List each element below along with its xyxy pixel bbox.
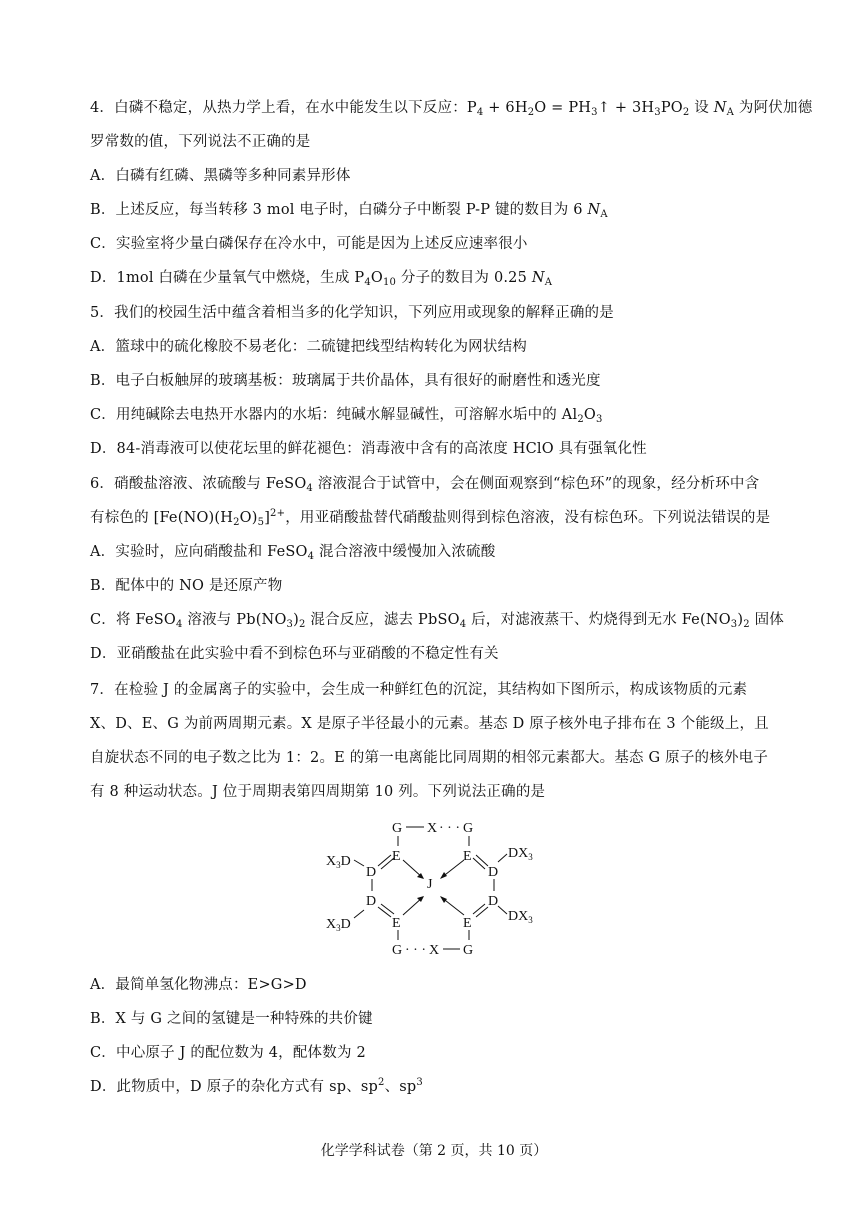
atom-x-bottom: X <box>429 943 440 958</box>
q5-stem: 5．我们的校园生活中蕴含着相当多的化学知识，下列应用或现象的解释正确的是 <box>90 305 614 321</box>
label-x3d-upper: $X_3D$ <box>326 854 351 870</box>
q5-option-a: A．篮球中的硫化橡胶不易老化：二硫键把线型结构转化为网状结构 <box>90 339 527 355</box>
label-dx3-upper: $DX_3$ <box>508 846 533 862</box>
q7-stem-line4: 有 8 种运动状态。J 位于周期表第四周期第 10 列。下列说法正确的是 <box>90 784 546 800</box>
q4-stem-line1: 4．白磷不稳定，从热力学上看，在水中能发生以下反应：$P_4 + 6H_2O$ = $PH_3↑ + 3H_3PO_2$ 设 $N_A$ 为阿伏加德 <box>90 100 813 118</box>
atom-d-upper-right: D <box>488 865 499 880</box>
q4-stem-line2: 罗常数的值，下列说法不正确的是 <box>90 134 311 150</box>
q7-stem-line2: X、D、E、G 为前两周期元素。X 是原子半径最小的元素。基态 D 原子核外电子排布在 3 个能级上，且 <box>90 716 769 732</box>
atom-e-lower-right: E <box>463 916 472 931</box>
q6-option-a: A．实验时，应向硝酸盐和 FeSO$_4$ 混合溶液中缓慢加入浓硫酸 <box>90 544 496 562</box>
q7-option-d: D．此物质中，D 原子的杂化方式有 sp、$sp^2$、$sp^3$ <box>90 1077 423 1095</box>
atom-d-lower-left: D <box>366 894 377 909</box>
q6-stem-line2: 有棕色的 $[Fe(NO)(H_2O)_5]^{2+}$，用亚硝酸盐替代硝酸盐则得到棕色溶液，没有棕色环。下列说法错误的是 <box>90 508 771 528</box>
q6-stem-line1: 6．硝酸盐溶液、浓硫酸与 FeSO$_4$ 溶液混合于试管中，会在侧面观察到“棕色环”的现象，经分析环中含 <box>90 476 760 494</box>
atom-g-bottom-left: G <box>392 943 403 958</box>
q5-option-b: B．电子白板触屏的玻璃基板：玻璃属于共价晶体，具有很好的耐磨性和透光度 <box>90 373 601 389</box>
atom-d-upper-left: D <box>366 865 377 880</box>
atom-x-top: X <box>427 821 438 836</box>
q7-stem-line3: 自旋状态不同的电子数之比为 1：2。E 的第一电离能比同周期的相邻元素都大。基态 G 原子的核外电子 <box>90 750 769 766</box>
q7-option-c: C．中心原子 J 的配位数为 4，配体数为 2 <box>90 1045 366 1061</box>
q6-option-c: C．将 FeSO$_4$ 溶液与 $Pb(NO_3)_2$ 混合反应，滤去 PbSO$_4$ 后，对滤液蒸干、灼烧得到无水 $Fe(NO_3)_2$ 固体 <box>90 612 784 630</box>
q4-option-c: C．实验室将少量白磷保存在冷水中，可能是因为上述反应速率很小 <box>90 236 528 252</box>
atom-e-upper-left: E <box>392 849 401 864</box>
q4-option-b: B．上述反应，每当转移 3 mol 电子时，白磷分子中断裂 P-P 键的数目为 6 $N_A$ <box>90 202 608 220</box>
atom-g-bottom-right: G <box>463 943 474 958</box>
atom-e-upper-right: E <box>463 849 472 864</box>
q7-option-b: B．X 与 G 之间的氢键是一种特殊的共价键 <box>90 1011 373 1027</box>
label-x3d-lower: $X_3D$ <box>326 917 351 933</box>
q6-option-b: B．配体中的 NO 是还原产物 <box>90 578 283 594</box>
hbond-dots-bottom: · · · <box>405 943 426 958</box>
q6-option-d: D．亚硝酸盐在此实验中看不到棕色环与亚硝酸的不稳定性有关 <box>90 646 499 662</box>
atom-j-center: J <box>427 877 433 892</box>
q4-option-a: A．白磷有红磷、黑磷等多种同素异形体 <box>90 168 351 184</box>
atom-e-lower-left: E <box>392 916 401 931</box>
q7-option-a: A．最简单氢化物沸点：E>G>D <box>90 977 307 993</box>
atom-d-lower-right: D <box>488 894 499 909</box>
q5-option-d: D．84-消毒液可以使花坛里的鲜花褪色：消毒液中含有的高浓度 HClO 具有强氧化性 <box>90 441 647 457</box>
molecule-structure-diagram <box>320 810 550 960</box>
atom-g-top-left: G <box>392 821 403 836</box>
hbond-dots-top: · · · <box>439 821 460 836</box>
atom-g-top-right: G <box>463 821 474 836</box>
q5-option-c: C．用纯碱除去电热开水器内的水垢：纯碱水解显碱性，可溶解水垢中的 $Al_2O_3$ <box>90 407 603 425</box>
q7-stem-line1: 7．在检验 J 的金属离子的实验中，会生成一种鲜红色的沉淀，其结构如下图所示，构成该物质的元素 <box>90 682 748 698</box>
page-footer: 化学学科试卷（第 2 页，共 10 页） <box>320 1143 548 1159</box>
q4-option-d: D．1mol 白磷在少量氧气中燃烧，生成 $P_4O_{10}$ 分子的数目为 0.25 $N_A$ <box>90 270 553 288</box>
label-dx3-lower: $DX_3$ <box>508 909 533 925</box>
